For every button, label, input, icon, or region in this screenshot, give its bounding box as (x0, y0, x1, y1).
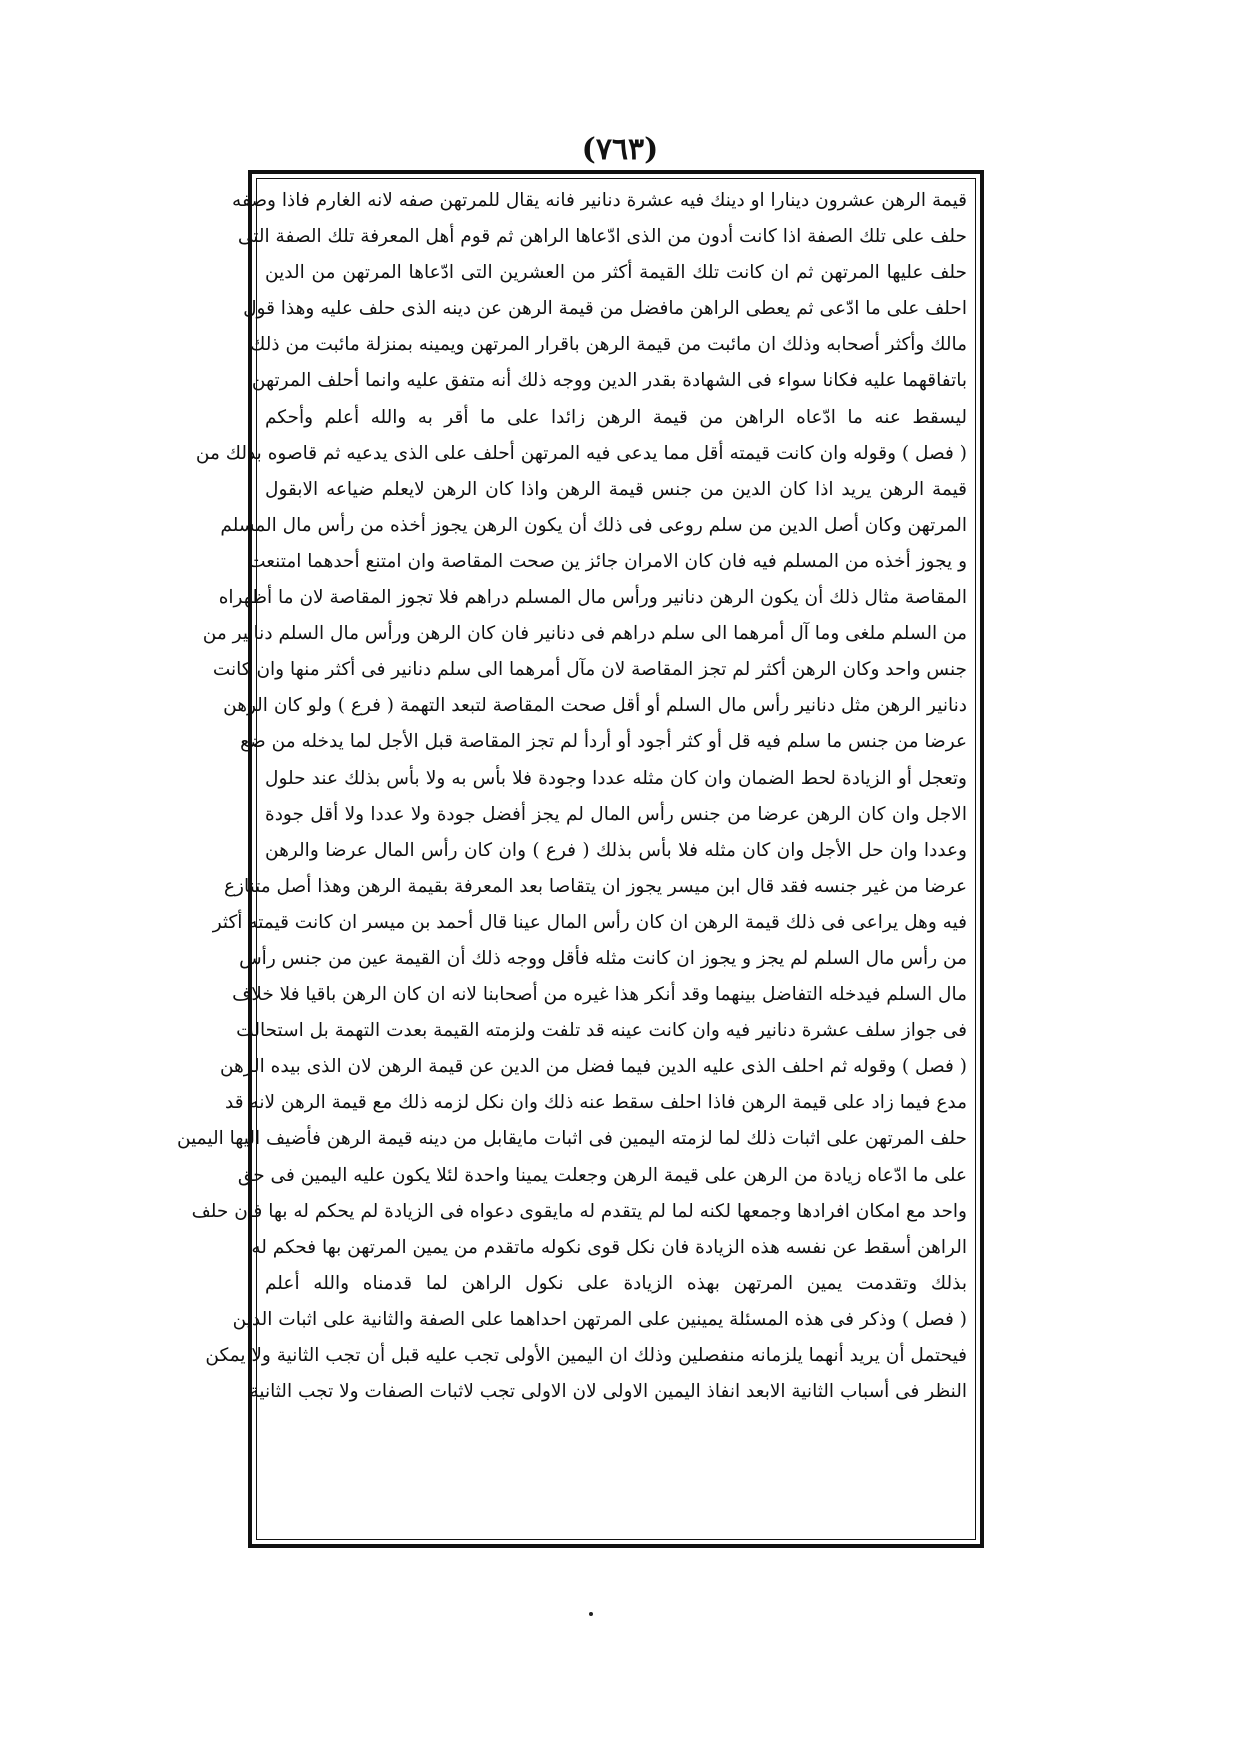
text-frame-inner (177, 178, 976, 1540)
text-line: مدع فيما زاد على قيمة الرهن فاذا احلف سقط عنه ذلك وان نكل لزمه ذلك مع قيمة الرهن لانه قد (224, 1092, 967, 1114)
text-line: واحد مع امكان افرادها وجمعها لكنه لما لم يتقدم له مايقوى دعواه فى الزيادة لم يحكم له بها فان حلف (191, 1200, 967, 1222)
text-line: مالك وأكثر أصحابه وذلك ان مائبت من قيمة الرهن باقرار المرتهن ويمينه بمنزلة مائبت من ذلك (250, 334, 967, 356)
text-line: وعددا وان حل الأجل وان كان مثله فلا بأس بذلك ( فرع ) وان كان رأس المال عرضا والرهن (265, 839, 967, 861)
text-line: على ما ادّعاه زيادة من الرهن على قيمة الرهن وجعلت يمينا واحدة لئلا يكون عليه اليمين فى حق (237, 1164, 967, 1186)
footer-mark (589, 1612, 593, 1616)
text-line: الراهن أسقط عن نفسه هذه الزيادة فان نكل قوى نكوله ماتقدم من يمين المرتهن بها فحكم له (251, 1236, 967, 1258)
text-line: ( فصل ) وقوله ثم احلف الذى عليه الدين فيما فضل من الدين عن قيمة الرهن لان الذى بيده الرهن (219, 1056, 967, 1078)
text-line: حلف على تلك الصفة اذا كانت أدون من الذى ادّعاها الراهن ثم قوم أهل المعرفة تلك الصفة التى (237, 226, 967, 248)
text-line: حلف المرتهن على اثبات ذلك لما لزمته اليمين فى اثبات مايقابل من دينه قيمة الرهن فأضيف اليها اليمين (177, 1128, 967, 1150)
text-line: قيمة الرهن عشرون دينارا او دينك فيه عشرة دنانير فانه يقال للمرتهن صفه لانه الغارم فاذا وصفه (232, 190, 967, 211)
text-line: النظر فى أسباب الثانية الابعد انفاذ اليمين الاولى لان الاولى تجب لاثبات الصفات ولا تجب الثانية (249, 1381, 967, 1403)
text-line: المرتهن وكان أصل الدين من سلم روعى فى ذلك أن يكون الرهن يجوز أخذه من رأس مال المسلم (220, 514, 967, 536)
text-line: من رأس مال السلم لم يجز و يجوز ان كانت مثله فأقل ووجه ذلك أن القيمة عين من جنس رأس (239, 947, 967, 969)
text-line: من السلم ملغى وما آل أمرهما الى سلم دراهم فى دنانير فان كان الرهن ورأس مال السلم دنانير من (202, 623, 967, 645)
text-line: فيحتمل أن يريد أنهما يلزمانه منفصلين وذلك ان اليمين الأولى تجب عليه قبل أن تجب الثانية ولا يمكن (205, 1345, 967, 1366)
body-text (177, 183, 967, 1410)
text-line: بذلك وتقدمت يمين المرتهن بهذه الزيادة على نكول الراهن لما قدمناه والله أعلم (265, 1272, 967, 1294)
text-line: ( فصل ) وقوله وان كانت قيمته أقل مما يدعى فيه المرتهن أحلف على الذى يدعيه ثم قاصوه بذلك من (195, 442, 967, 464)
text-line: و يجوز أخذه من المسلم فيه فان كان الامران جائز ين صحت المقاصة وان امتنع أحدهما امتنعت (248, 550, 967, 572)
page-number: (٧٦٣) (581, 132, 659, 167)
text-line: عرضا من غير جنسه فقد قال ابن ميسر يجوز ان يتقاصا بعد المعرفة بقيمة الرهن وهذا أصل متنازع (223, 875, 967, 897)
text-line: الاجل وان كان الرهن عرضا من جنس رأس المال لم يجز أفضل جودة ولا عددا ولا أقل جودة (265, 803, 967, 825)
text-line: جنس واحد وكان الرهن أكثر لم تجز المقاصة لان مآل أمرهما الى سلم دنانير فى أكثر منها وان كانت (212, 659, 967, 681)
text-line: فيه وهل يراعى فى ذلك قيمة الرهن ان كان رأس المال عينا قال أحمد بن ميسر ان كانت قيمته أكثر (212, 911, 967, 933)
text-line: وتعجل أو الزيادة لحط الضمان وان كان مثله عددا وجودة فلا بأس به ولا بأس بذلك عند حلول (265, 767, 967, 789)
text-line: باتفاقهما عليه فكانا سواء فى الشهادة بقدر الدين ووجه ذلك أنه متفق عليه وانما أحلف المرتهن (251, 370, 967, 392)
text-frame (177, 170, 984, 1548)
text-line: ليسقط عنه ما ادّعاه الراهن من قيمة الرهن زائدا على ما أقر به والله أعلم وأحكم (265, 406, 967, 428)
text-line: مال السلم فيدخله التفاضل بينهما وقد أنكر هذا غيره من أصحابنا لانه ان كان الرهن باقيا فلا خلاف (232, 984, 967, 1006)
text-line: دنانير الرهن مثل دنانير رأس مال السلم أو أقل صحت المقاصة لتبعد التهمة ( فرع ) ولو كان الرهن (223, 695, 967, 717)
text-line: احلف على ما ادّعى ثم يعطى الراهن مافضل من قيمة الرهن عن دينه الذى حلف عليه وهذا قول (243, 298, 967, 320)
text-line: عرضا من جنس ما سلم فيه قل أو كثر أجود أو أردأ لم تجز المقاصة قبل الأجل لما يدخله من ضع (240, 731, 967, 753)
text-line: ( فصل ) وذكر فى هذه المسئلة يمينين على المرتهن احداهما على الصفة والثانية على اثبات الدين (232, 1308, 967, 1330)
text-line: قيمة الرهن يريد اذا كان الدين من جنس قيمة الرهن واذا كان الرهن لايعلم ضياعه الابقول (265, 478, 967, 500)
text-line: فى جواز سلف عشرة دنانير فيه وان كانت عينه قد تلفت ولزمته القيمة بعدت التهمة بل استحالت (236, 1020, 967, 1042)
text-line: المقاصة مثال ذلك أن يكون الرهن دنانير ورأس مال المسلم دراهم فلا تجوز المقاصة لان ما أظهراه (218, 587, 967, 609)
text-line: حلف عليها المرتهن ثم ان كانت تلك القيمة أكثر من العشرين التى ادّعاها المرتهن من الدين (265, 262, 967, 284)
